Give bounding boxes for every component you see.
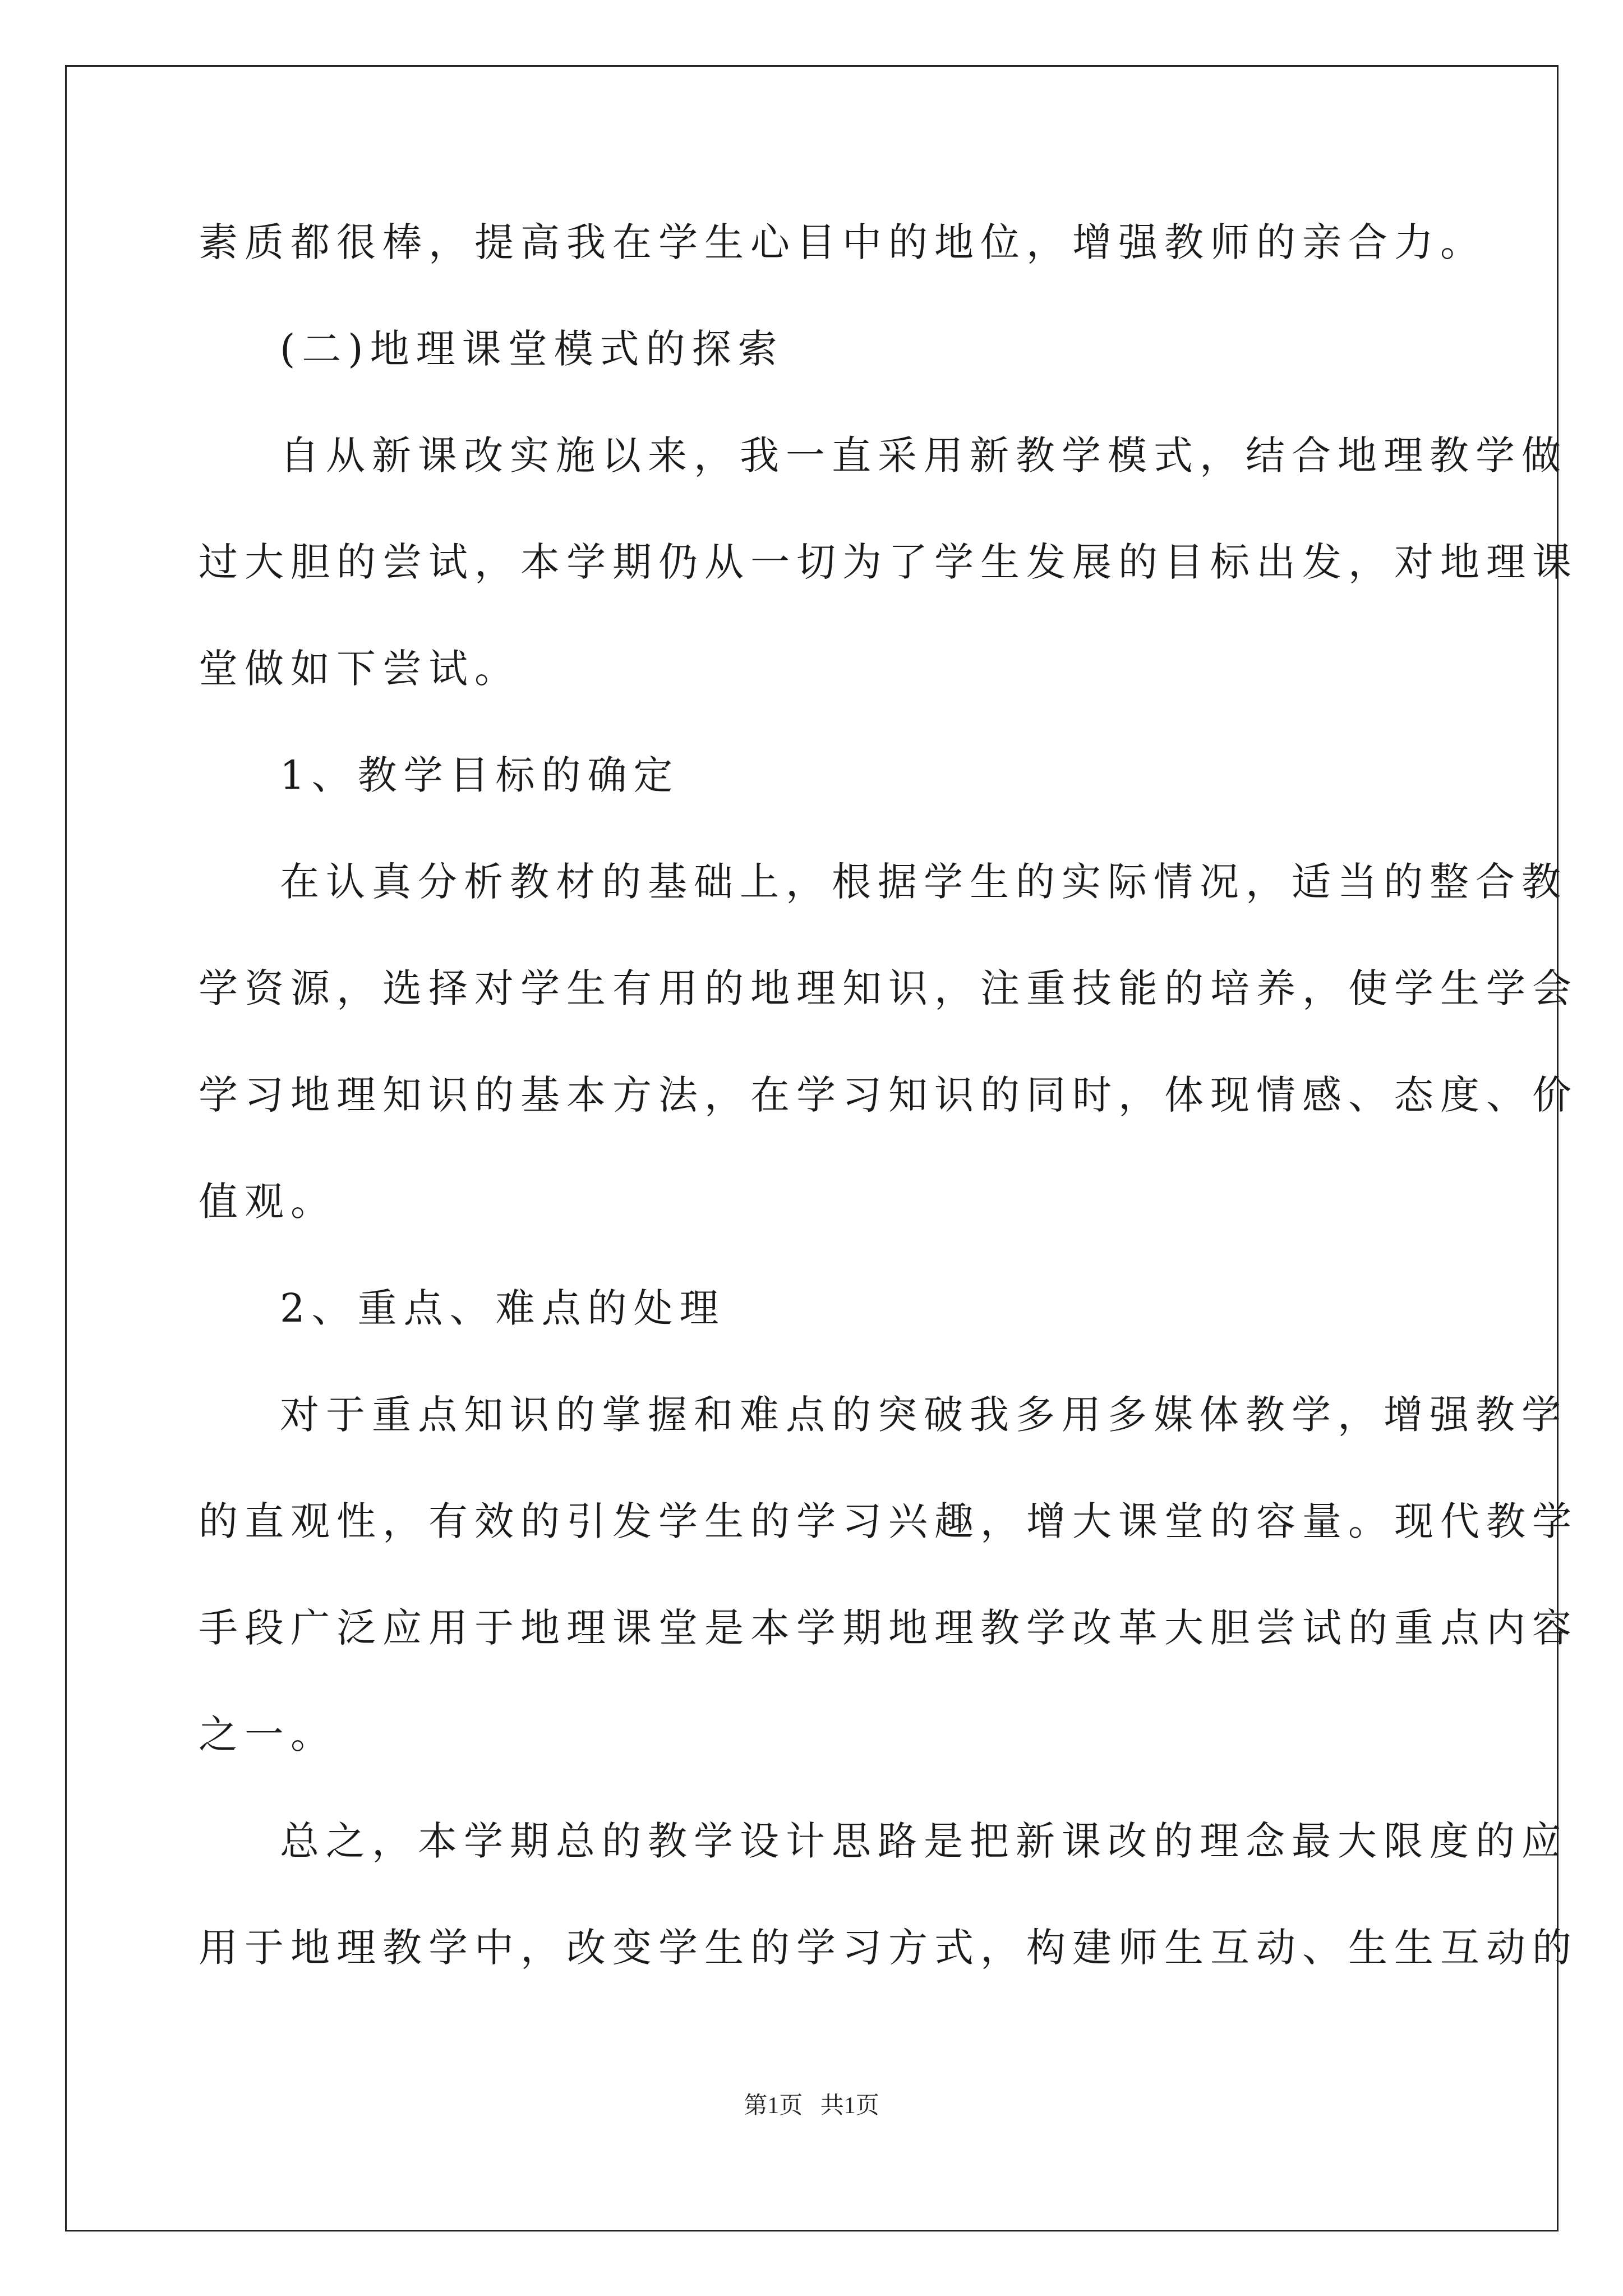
page-number-footer: 第1页 共1页 xyxy=(744,2093,879,2119)
section-heading: (二)地理课堂模式的探索 xyxy=(280,326,784,372)
body-line: 素质都很棒，提高我在学生心目中的地位，增强教师的亲合力。 xyxy=(199,219,1486,265)
body-line: 手段广泛应用于地理课堂是本学期地理教学改革大胆尝试的重点内容 xyxy=(199,1605,1578,1651)
body-line: 自从新课改实施以来，我一直采用新教学模式，结合地理教学做 xyxy=(280,432,1567,478)
body-line: 总之，本学期总的教学设计思路是把新课改的理念最大限度的应 xyxy=(280,1818,1567,1864)
body-line: 对于重点知识的掌握和难点的突破我多用多媒体教学，增强教学 xyxy=(280,1392,1567,1438)
body-line: 值观。 xyxy=(199,1179,336,1225)
subheading: 1、教学目标的确定 xyxy=(280,752,680,798)
body-line: 之一。 xyxy=(199,1711,336,1757)
body-line: 的直观性，有效的引发学生的学习兴趣，增大课堂的容量。现代教学 xyxy=(199,1498,1578,1544)
body-line: 学习地理知识的基本方法，在学习知识的同时，体现情感、态度、价 xyxy=(199,1072,1578,1118)
body-line: 堂做如下尝试。 xyxy=(199,646,520,692)
subheading: 2、重点、难点的处理 xyxy=(280,1285,726,1331)
body-line: 过大胆的尝试，本学期仍从一切为了学生发展的目标出发，对地理课 xyxy=(199,539,1578,585)
document-body xyxy=(199,216,1578,1975)
body-line: 在认真分析教材的基础上，根据学生的实际情况，适当的整合教 xyxy=(280,859,1567,905)
body-line: 用于地理教学中，改变学生的学习方式，构建师生互动、生生互动的 xyxy=(199,1925,1578,1971)
body-line: 学资源，选择对学生有用的地理知识，注重技能的培养，使学生学会 xyxy=(199,965,1578,1011)
